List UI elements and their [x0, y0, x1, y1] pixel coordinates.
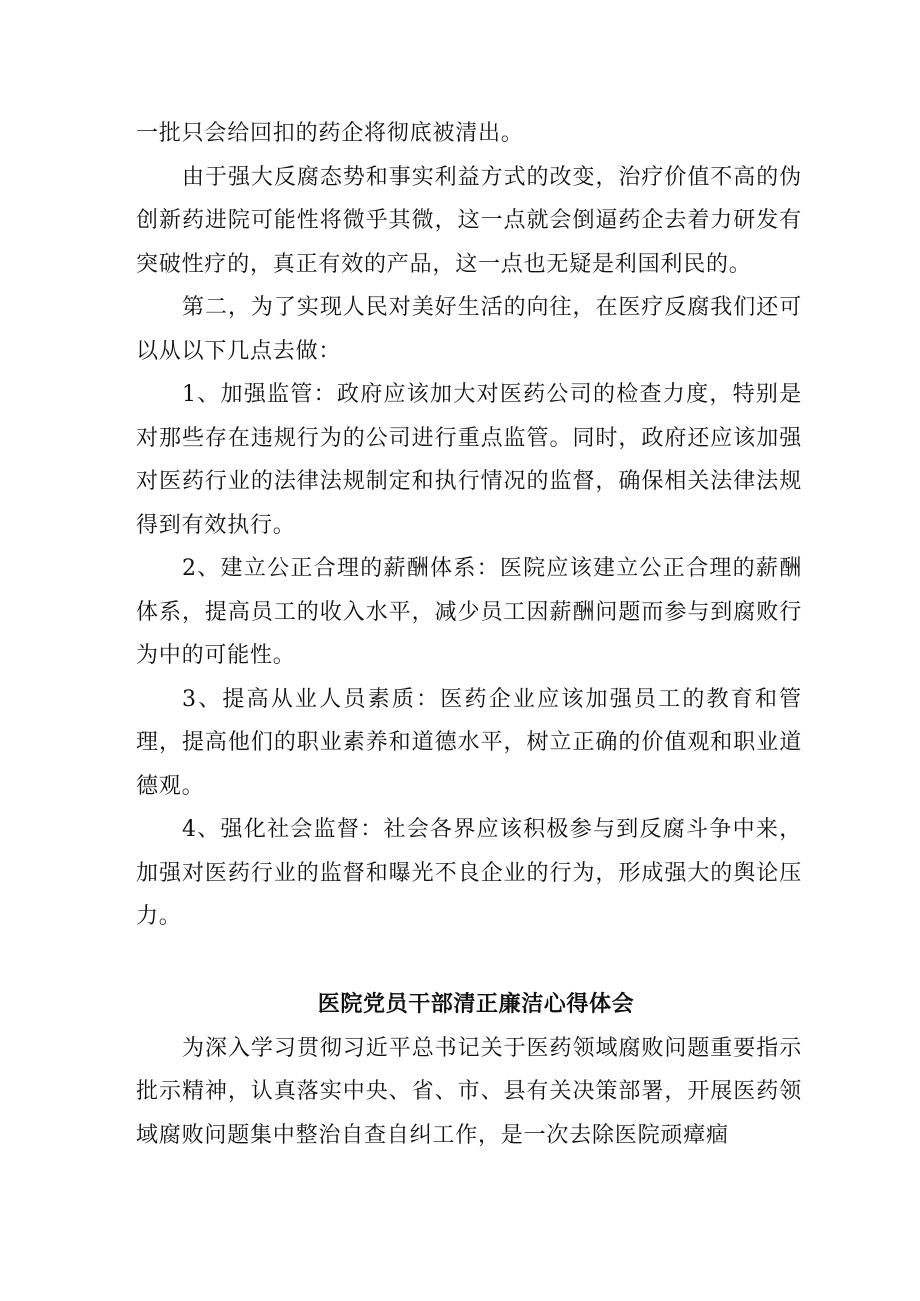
paragraph-item-1: 1、加强监管：政府应该加大对医药公司的检查力度，特别是对那些存在违规行为的公司进行重点监管。同时，政府还应该加强对医药行业的法律法规制定和执行情况的监督，确保相关法律法规得到有效执行。 — [136, 382, 802, 538]
section-spacer — [136, 939, 802, 983]
paragraph-continuation: 一批只会给回扣的药企将彻底被清出。 — [136, 121, 524, 146]
paragraph-item-4: 4、强化社会监督：社会各界应该积极参与到反腐斗争中来，加强对医药行业的监督和曝光不良企业的行为，形成强大的舆论压力。 — [136, 817, 802, 929]
section-paragraph-intro: 为深入学习贯彻习近平总书记关于医药领域腐败问题重要指示批示精神，认真落实中央、省、市、县有关决策部署，开展医药领域腐败问题集中整治自查自纠工作，是一次去除医院顽瘴痼 — [136, 1035, 802, 1148]
paragraph-reform-impact: 由于强大反腐态势和事实利益方式的改变，治疗价值不高的伪创新药进院可能性将微乎其微，这一点就会倒逼药企去着力研发有突破性疗的，真正有效的产品，这一点也无疑是利国利民的。 — [136, 164, 802, 277]
paragraph-second-point: 第二，为了实现人民对美好生活的向往，在医疗反腐我们还可以从以下几点去做： — [136, 295, 802, 364]
paragraph-item-3: 3、提高从业人员素质：医药企业应该加强员工的教育和管理，提高他们的职业素养和道德水平，树立正确的价值观和职业道德观。 — [136, 686, 802, 799]
paragraph-item-2: 2、建立公正合理的薪酬体系：医院应该建立公正合理的薪酬体系，提高员工的收入水平，减少员工因薪酬问题而参与到腐败行为中的可能性。 — [136, 556, 802, 668]
section-title: 医院党员干部清正廉洁心得体会 — [317, 991, 635, 1017]
